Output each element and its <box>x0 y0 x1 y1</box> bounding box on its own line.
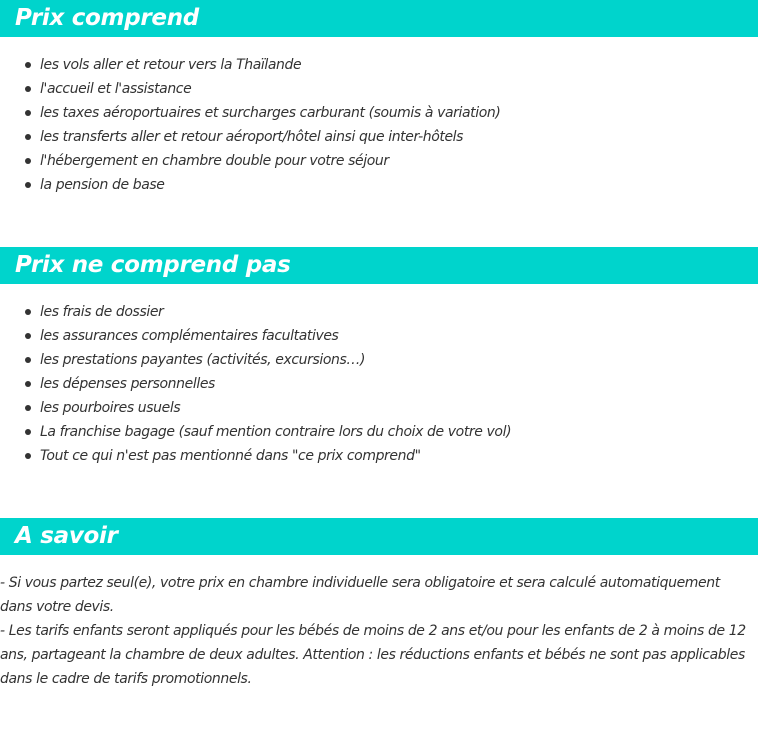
bullet-icon <box>25 134 31 140</box>
section-info-title: A savoir <box>0 518 758 555</box>
list-item-text: les dépenses personnelles <box>40 376 215 392</box>
info-text <box>0 555 752 691</box>
list-item <box>0 101 758 125</box>
list-item <box>0 372 758 396</box>
list-item-text: les taxes aéroportuaires et surcharges carburant (soumis à variation) <box>40 105 501 121</box>
list-item <box>0 420 758 444</box>
bullet-icon <box>25 182 31 188</box>
list-item <box>0 396 758 420</box>
list-item <box>0 149 758 173</box>
info-paragraph-single-room: - Si vous partez seul(e), votre prix en chambre individuelle sera obligatoire et sera calculé automatiquement dans votre devis. <box>0 575 720 615</box>
info-paragraph-children-rates: - Les tarifs enfants seront appliqués pour les bébés de moins de 2 ans et/ou pour les enfants de 2 à moins de 12 ans, partageant la chambre de deux adultes. Attention : les réductions enfants et bébés ne sont pas applicables dans le cadre de tarifs promotionnels. <box>0 623 746 687</box>
bullet-icon <box>25 86 31 92</box>
section-included <box>0 0 758 197</box>
included-list <box>0 37 758 197</box>
list-item <box>0 53 758 77</box>
section-excluded-title: Prix ne comprend pas <box>0 247 758 284</box>
list-item-text: les pourboires usuels <box>40 400 181 416</box>
list-item-text: les prestations payantes (activités, excursions…) <box>40 352 366 368</box>
list-item <box>0 125 758 149</box>
list-item-text: l'hébergement en chambre double pour votre séjour <box>40 153 389 169</box>
list-item <box>0 444 758 468</box>
bullet-icon <box>25 309 31 315</box>
bullet-icon <box>25 62 31 68</box>
bullet-icon <box>25 405 31 411</box>
list-item <box>0 173 758 197</box>
list-item-text: la pension de base <box>40 177 165 193</box>
list-item <box>0 348 758 372</box>
bullet-icon <box>25 429 31 435</box>
bullet-icon <box>25 158 31 164</box>
section-excluded <box>0 247 758 468</box>
bullet-icon <box>25 333 31 339</box>
section-included-title: Prix comprend <box>0 0 758 37</box>
section-info <box>0 518 758 691</box>
bullet-icon <box>25 453 31 459</box>
excluded-list <box>0 284 758 468</box>
list-item-text: les frais de dossier <box>40 304 164 320</box>
bullet-icon <box>25 110 31 116</box>
bullet-icon <box>25 381 31 387</box>
list-item-text: La franchise bagage (sauf mention contraire lors du choix de votre vol) <box>40 424 512 440</box>
list-item-text: les assurances complémentaires facultatives <box>40 328 339 344</box>
list-item-text: l'accueil et l'assistance <box>40 81 192 97</box>
bullet-icon <box>25 357 31 363</box>
list-item-text: Tout ce qui n'est pas mentionné dans "ce prix comprend" <box>40 448 421 464</box>
list-item <box>0 77 758 101</box>
list-item <box>0 324 758 348</box>
list-item-text: les vols aller et retour vers la Thaïlande <box>40 57 302 73</box>
list-item-text: les transferts aller et retour aéroport/hôtel ainsi que inter-hôtels <box>40 129 464 145</box>
list-item <box>0 300 758 324</box>
